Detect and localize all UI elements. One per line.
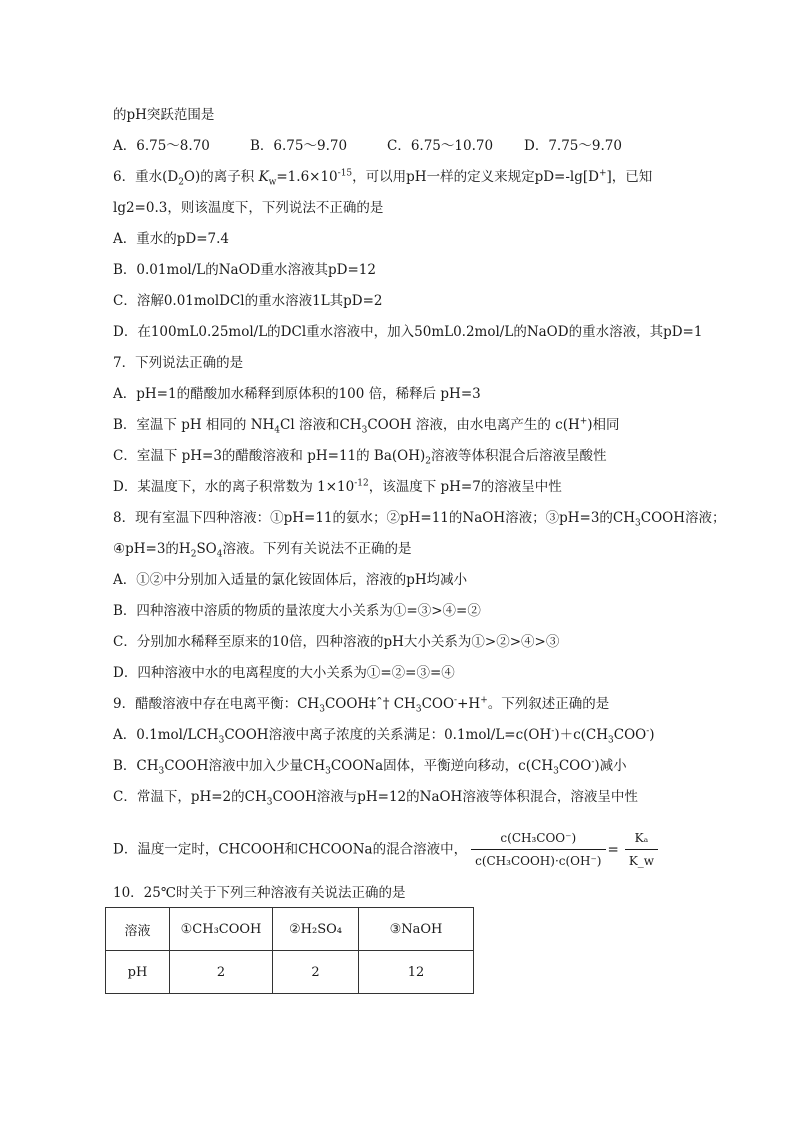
q9-option-d: D．温度一定时，CHCOOH和CHCOONa的混合溶液中， $\frac{\text{c(CH₃COO⁻)}}{\text{c(CH₃COOH)·c(OH⁻)}}$ = $\frac{\text{Kₐ}}{K\_w}$ xyxy=(113,828,658,871)
table-row xyxy=(106,951,474,994)
q5-option-b: B．6.75～9.70 xyxy=(250,138,348,154)
q7-stem: 7．下列说法正确的是 xyxy=(113,355,244,371)
fraction-ka-kw: $\frac{\text{Kₐ}}{K\_w}$ xyxy=(625,828,658,871)
table-header-cell: ①CH₃COOH xyxy=(170,908,273,951)
q5-option-d: D．7.75～9.70 xyxy=(524,138,622,154)
q6-option-b: B．0.01mol/L的NaOD重水溶液其pD=12 xyxy=(113,262,376,278)
q6-stem: 6．重水$(D_2O)$的离子积 $K_w=1.6\times 10^{-15}$，可以用pH一样的定义来规定pD=-lg[D+]，已知 xyxy=(113,168,653,188)
q7-option-c: C．室温下 pH=3的醋酸溶液和 pH=11的 $Ba(OH)_2$溶液等体积混合后溶液呈酸性 xyxy=(113,448,607,467)
table-cell: pH xyxy=(106,951,170,994)
table-header-cell: 溶液 xyxy=(106,908,170,951)
q8-option-c: C．分别加水稀释至原来的10倍，四种溶液的pH大小关系为①>②>④>③ xyxy=(113,634,560,650)
q9-option-b: B．$CH_3COOH$溶液中加入少量$CH_3COONa$固体，平衡逆向移动，$c(CH_3COO^-)$减小 xyxy=(113,757,627,777)
q9-stem: 9．醋酸溶液中存在电离平衡：$CH_3COOH\ddagger ˆ\dagger$ $CH_3COO^-+H^+$。下列叙述正确的是 xyxy=(113,695,610,715)
table-header-cell: ③NaOH xyxy=(359,908,474,951)
q7-option-b: B．室温下 pH 相同的 $NH_4Cl$ 溶液和$CH_3COOH$ 溶液，由水电离产生的 c(H+)相同 xyxy=(113,416,620,436)
q5-options xyxy=(113,137,622,155)
q5-option-c: C．6.75～10.70 xyxy=(387,138,494,154)
q5-stem-tail: 的pH突跃范围是 xyxy=(113,107,215,123)
table-cell: 2 xyxy=(170,951,273,994)
q10-solution-table xyxy=(105,907,474,994)
fraction-concentration: $\frac{\text{c(CH₃COO⁻)}}{\text{c(CH₃COOH)·c(OH⁻)}}$ xyxy=(471,828,605,871)
q8-stem-line2: ④pH=3的$H_2SO_4$溶液。下列有关说法不正确的是 xyxy=(113,541,412,560)
q7-option-a: A．pH=1的醋酸加水稀释到原体积的100 倍，稀释后 pH=3 xyxy=(113,386,481,402)
q8-stem: 8．现有室温下四种溶液：①pH=11的氨水；②pH=11的NaOH溶液；③pH=3的$CH_3COOH$溶液； xyxy=(113,510,726,529)
q5-option-a: A．6.75～8.70 xyxy=(113,138,210,154)
q6-option-c: C．溶解0.01molDCl的重水溶液1L其pD=2 xyxy=(113,293,383,309)
q6-stem-line2: lg2=0.3，则该温度下，下列说法不正确的是 xyxy=(113,200,384,216)
q6-option-d: D．在100mL0.25mol/L的DCl重水溶液中，加入50mL0.2mol/L的NaOD的重水溶液，其pD=1 xyxy=(113,324,703,340)
q7-option-d: D．某温度下，水的离子积常数为 $1\times 10^{-12}$，该温度下 pH=7的溶液呈中性 xyxy=(113,478,562,495)
q9-option-c: C．常温下，pH=2的$CH_3COOH$溶液与pH=12的NaOH溶液等体积混合，溶液呈中性 xyxy=(113,789,638,808)
q6-option-a: A．重水的pD=7.4 xyxy=(113,231,229,247)
q10-stem: 10．25℃时关于下列三种溶液有关说法正确的是 xyxy=(113,885,406,901)
q9-option-a: A．$0.1mol/LCH_3COOH$溶液中离子浓度的关系满足：$0.1mol/L=c(OH^-)+c(CH_3COO^-)$ xyxy=(113,726,655,746)
q8-option-b: B．四种溶液中溶质的物质的量浓度大小关系为①=③>④=② xyxy=(113,603,481,619)
table-row xyxy=(106,908,474,951)
q8-option-a: A．①②中分别加入适量的氯化铵固体后，溶液的pH均减小 xyxy=(113,572,468,588)
table-cell: 12 xyxy=(359,951,474,994)
q8-option-d: D．四种溶液中水的电离程度的大小关系为①=②=③=④ xyxy=(113,665,455,681)
table-header-cell: ②H₂SO₄ xyxy=(273,908,359,951)
equilibrium-arrow: ‡ˆ† xyxy=(369,696,390,712)
table-cell: 2 xyxy=(273,951,359,994)
